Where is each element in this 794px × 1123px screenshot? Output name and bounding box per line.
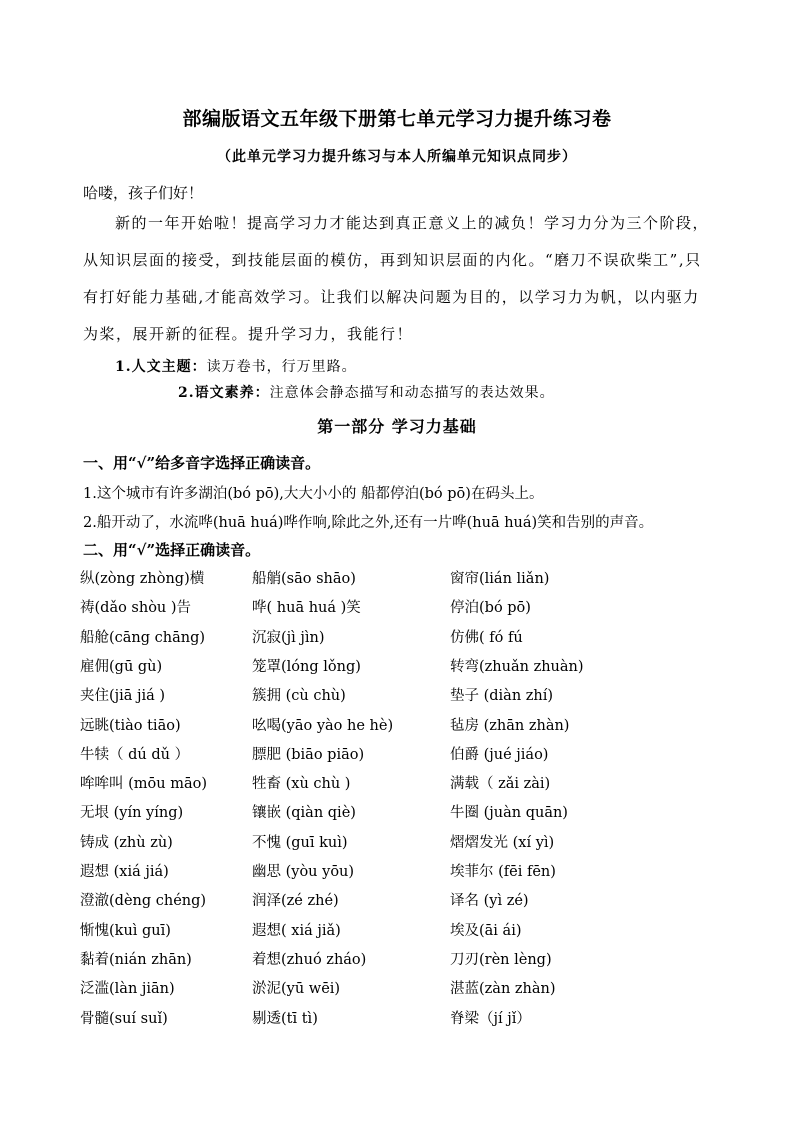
- section1-question-1: 1.这个城市有许多湖泊(bó pō),大大小小的 船都停泊(bó pō)在码头上。: [83, 486, 544, 502]
- section1-question-2: 2.船开动了，水流哗(huā huá)哗作响,除此之外,还有一片哗(huā huá)笑和告别的声音。: [83, 515, 654, 531]
- pinyin-item: 澄澈(dèng chéng): [80, 893, 207, 909]
- intro-paragraph: 新的一年开始啦！提高学习力才能达到真正意义上的减负！学习力分为三个阶段，从知识层面的接受，到技能层面的模仿，再到知识层面的内化。“磨刀不误砍柴工”,只有打好能力基础,才能高效学习。让我们以解决问题为目的，以学习力为帆，以内驱力为桨，展开新的征程。提升学习力，我能行！: [83, 214, 710, 343]
- section1-heading: 一、用“√”给多音字选择正确读音。: [83, 454, 321, 472]
- pinyin-item: 不愧 (guī kuì): [252, 835, 348, 851]
- pinyin-item: 船艄(sāo shāo): [252, 571, 356, 587]
- pinyin-item: 铸成 (zhù zù): [80, 835, 173, 851]
- pinyin-item: 窗帘(lián liǎn): [450, 571, 550, 587]
- section2-heading: 二、用“√”选择正确读音。: [83, 541, 261, 559]
- pinyin-item: 着想(zhuó zháo): [252, 952, 367, 968]
- page-subtitle: （此单元学习力提升练习与本人所编单元知识点同步）: [217, 149, 577, 165]
- pinyin-item: 牛犊（ dú dǔ ）: [80, 747, 190, 763]
- pinyin-item: 无垠 (yín yíng): [80, 805, 184, 821]
- pinyin-item: 润泽(zé zhé): [252, 893, 339, 909]
- pinyin-item: 毡房 (zhān zhàn): [450, 718, 570, 734]
- pinyin-item: 垫子 (diàn zhí): [450, 688, 554, 704]
- pinyin-item: 满载（ zǎi zài): [450, 776, 551, 792]
- pinyin-item: 剔透(tī tì): [252, 1011, 318, 1027]
- pinyin-item: 镶嵌 (qiàn qiè): [252, 805, 356, 821]
- pinyin-item: 惭愧(kuì guī): [80, 923, 171, 939]
- pinyin-item: 幽思 (yòu yōu): [252, 864, 355, 880]
- pinyin-item: 熠熠发光 (xí yì): [450, 835, 555, 851]
- pinyin-item: 哞哞叫 (mōu māo): [80, 776, 207, 792]
- pinyin-item: 簇拥 (cù chù): [252, 688, 346, 704]
- pinyin-item: 淤泥(yū wēi): [252, 981, 341, 997]
- pinyin-item: 埃菲尔 (fēi fēn): [450, 864, 556, 880]
- theme-literacy: [178, 382, 555, 402]
- pinyin-item: 湛蓝(zàn zhàn): [450, 981, 556, 997]
- pinyin-item: 泛滥(làn jiān): [80, 981, 175, 997]
- pinyin-item: 船舱(cāng chāng): [80, 630, 206, 646]
- pinyin-item: 刀刃(rèn lèng): [450, 952, 552, 968]
- theme-humanities: [115, 356, 357, 376]
- theme-text: 注意体会静态描写和动态描写的表达效果。: [269, 385, 555, 401]
- pinyin-item: 埃及(āi ái): [450, 923, 522, 939]
- pinyin-item: 笼罩(lóng lǒng): [252, 659, 361, 675]
- theme-label: 1.人文主题：: [115, 359, 207, 375]
- pinyin-item: 沉寂(jì jìn): [252, 630, 325, 646]
- pinyin-item: 远眺(tiào tiāo): [80, 718, 181, 734]
- pinyin-item: 牲畜 (xù chù ): [252, 776, 351, 792]
- pinyin-item: 仿佛( fó fú: [450, 630, 523, 646]
- pinyin-item: 停泊(bó pō): [450, 600, 531, 616]
- pinyin-item: 雇佣(gū gù): [80, 659, 163, 675]
- pinyin-item: 哗( huā huá )笑: [252, 600, 361, 616]
- pinyin-item: 转弯(zhuǎn zhuàn): [450, 659, 584, 675]
- pinyin-item: 祷(dǎo shòu )告: [80, 600, 192, 616]
- pinyin-item: 纵(zòng zhòng)横: [80, 571, 205, 587]
- pinyin-item: 遐想( xiá jiǎ): [252, 923, 341, 939]
- pinyin-item: 遐想 (xiá jiá): [80, 864, 169, 880]
- pinyin-item: 骨髓(suí suǐ): [80, 1011, 168, 1027]
- pinyin-item: 伯爵 (jué jiáo): [450, 747, 549, 763]
- theme-label: 2.语文素养：: [178, 385, 270, 401]
- greeting: 哈喽，孩子们好！: [83, 184, 204, 202]
- pinyin-item: 牛圈 (juàn quān): [450, 805, 568, 821]
- pinyin-item: 黏着(nián zhān): [80, 952, 192, 968]
- pinyin-item: 夹住(jiā jiá ): [80, 688, 166, 704]
- part-heading: 第一部分 学习力基础: [317, 417, 477, 436]
- pinyin-item: 吆喝(yāo yào he hè): [252, 718, 394, 734]
- page-title: 部编版语文五年级下册第七单元学习力提升练习卷: [182, 108, 612, 130]
- pinyin-item: 膘肥 (biāo piāo): [252, 747, 365, 763]
- pinyin-item: 脊梁（jí jǐ）: [450, 1011, 531, 1027]
- pinyin-item: 译名 (yì zé): [450, 893, 529, 909]
- theme-text: 读万卷书，行万里路。: [206, 359, 357, 375]
